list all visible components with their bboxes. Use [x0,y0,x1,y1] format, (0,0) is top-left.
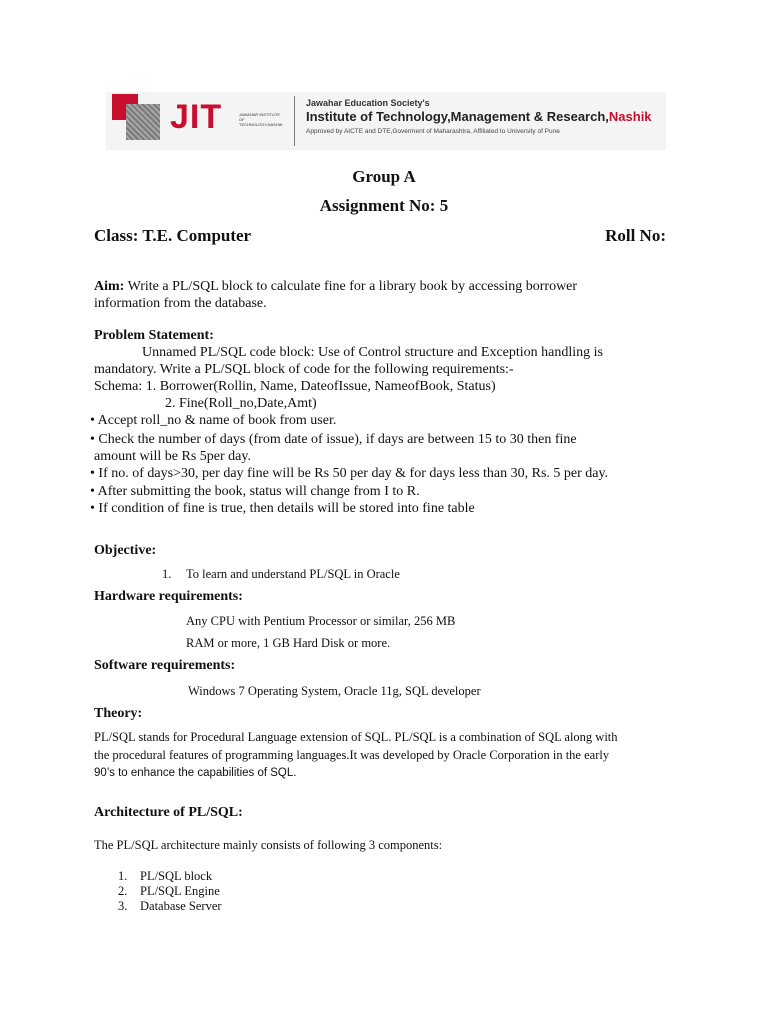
schema-line-2: 2. Fine(Roll_no,Date,Amt) [165,396,317,411]
architecture-heading: Architecture of PL/SQL: [94,805,243,820]
problem-line-2: mandatory. Write a PL/SQL block of code for the following requirements:- [94,362,514,377]
requirement-bullet-continuation: amount will be Rs 5per day. [94,449,251,464]
logo-subtext: JAWAHAR INSTITUTE OF TECHNOLOGY,NASHIK [239,112,283,127]
architecture-item: Database Server [140,899,222,913]
approval-note: Approved by AICTE and DTE,Goverment of Maharashtra, Affiliated to University of Pune [306,128,560,135]
hardware-line-2: RAM or more, 1 GB Hard Disk or more. [186,636,391,650]
class-row [94,226,666,246]
architecture-item-number: 3. [118,899,128,913]
theory-line-2: the procedural features of programming languages.It was developed by Oracle Corporation in the early [94,748,610,762]
institute-header [106,92,666,150]
group-title: Group A [352,167,416,186]
objective-item-number: 1. [162,567,172,581]
software-line-1: Windows 7 Operating System, Oracle 11g, SQL developer [188,684,481,698]
architecture-item: PL/SQL block [140,869,213,883]
header-divider [294,96,295,146]
assignment-title: Assignment No: 5 [319,196,449,215]
hardware-line-1: Any CPU with Pentium Processor or similar, 256 MB [186,614,456,628]
theory-line-1: PL/SQL stands for Procedural Language extension of SQL. PL/SQL is a combination of SQL along with [94,730,618,744]
institute-name: Institute of Technology,Management & Research,Nashik [306,109,652,124]
objective-heading: Objective: [94,543,157,558]
requirement-bullet: • If no. of days>30, per day fine will be Rs 50 per day & for days less than 30, Rs. 5 per day. [90,466,609,481]
problem-heading: Problem Statement: [94,328,214,343]
architecture-item-number: 2. [118,884,128,898]
requirement-bullet: • After submitting the book, status will change from I to R. [90,484,420,499]
requirement-bullet: • Check the number of days (from date of issue), if days are between 15 to 30 then fine [90,432,577,447]
objective-item: To learn and understand PL/SQL in Oracle [186,567,400,581]
roll-label: Roll No: [605,226,666,245]
architecture-item: PL/SQL Engine [140,884,220,898]
software-heading: Software requirements: [94,658,236,673]
problem-line-1: Unnamed PL/SQL code block: Use of Control structure and Exception handling is [142,345,604,360]
architecture-intro: The PL/SQL architecture mainly consists of following 3 components: [94,838,443,852]
requirement-bullet: • Accept roll_no & name of book from user. [90,413,337,428]
hardware-heading: Hardware requirements: [94,589,243,604]
aim-line-1: Aim: Write a PL/SQL block to calculate fine for a library book by accessing borrower [94,279,578,294]
aim-line-2: information from the database. [94,296,267,311]
class-label: Class: T.E. Computer [94,226,252,245]
schema-line-1: Schema: 1. Borrower(Rollin, Name, DateofIssue, NameofBook, Status) [94,379,496,394]
theory-heading: Theory: [94,706,143,721]
jit-logo-icon [112,94,162,142]
aim-label: Aim: [94,279,125,294]
theory-line-3: 90’s to enhance the capabilities of SQL. [94,767,297,779]
architecture-item-number: 1. [118,869,128,883]
requirement-bullet: • If condition of fine is true, then details will be stored into fine table [90,501,475,516]
institute-city: Nashik [608,109,652,124]
logo-text: JIT [170,98,223,136]
society-name: Jawahar Education Society's [306,98,430,108]
